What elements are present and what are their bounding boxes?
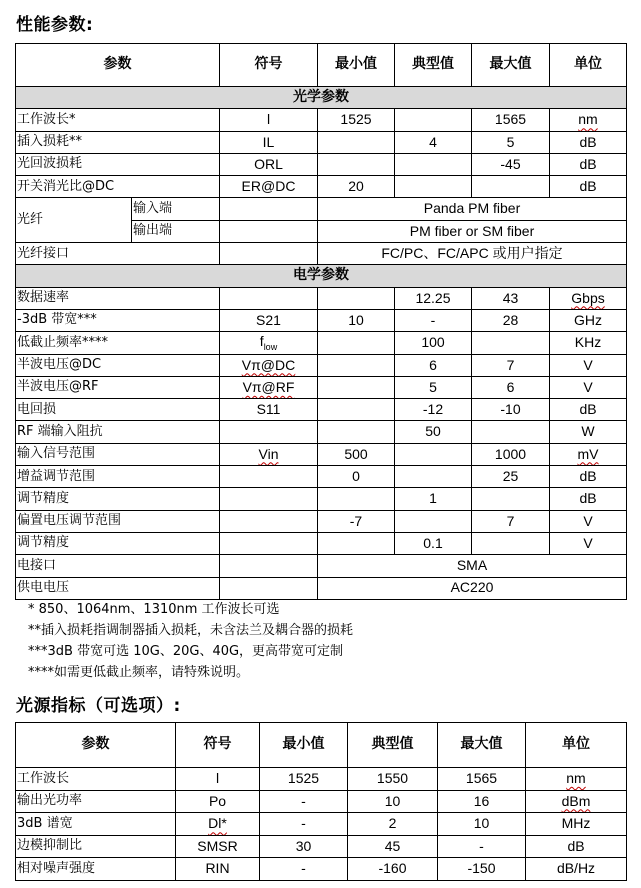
unit-text: GHz (574, 311, 602, 328)
electrical-section-row (16, 265, 627, 287)
symbol-text: l (266, 111, 271, 128)
unit-text: dB (579, 133, 597, 150)
symbol-text: SMSR (197, 837, 238, 854)
symbol-text: ER@DC (241, 178, 296, 195)
symbol-cell (220, 109, 318, 131)
optical-section-row-label: 光学参数 (16, 87, 627, 109)
unit-cell (550, 510, 627, 532)
max-cell: 16 (438, 790, 526, 813)
light-header-param: 参数 (16, 723, 176, 768)
typ-cell (395, 466, 472, 488)
typ-cell: -12 (395, 399, 472, 421)
symbol-cell (220, 399, 318, 421)
electrical-row (16, 399, 627, 421)
symbol-cell (176, 835, 260, 858)
electrical-row (16, 309, 627, 331)
typ-cell: 12.25 (395, 287, 472, 309)
header-typ: 典型值 (395, 44, 472, 87)
symbol-subscript: low (263, 341, 278, 352)
max-cell: 25 (472, 466, 550, 488)
min-cell: 1525 (260, 768, 348, 791)
fiber-input-value: Panda PM fiber (318, 198, 627, 220)
fiber-param-cell: 光纤 (16, 198, 132, 243)
light-row (16, 790, 627, 813)
param-cell: 数据速率 (16, 287, 220, 309)
unit-text: nm (566, 770, 586, 787)
unit-cell (550, 287, 627, 309)
max-cell (472, 532, 550, 554)
unit-text: KHz (574, 334, 602, 351)
unit-cell (550, 332, 627, 354)
note-insertion-loss: **插入损耗指调制器插入损耗，未含法兰及耦合器的损耗 (28, 623, 354, 638)
header-symbol: 符号 (220, 44, 318, 87)
symbol-cell (220, 287, 318, 309)
connector-row (16, 243, 627, 265)
typ-cell: -160 (348, 858, 438, 881)
max-cell: 6 (472, 376, 550, 398)
unit-text: dB (579, 490, 597, 507)
electrical-row (16, 443, 627, 465)
min-cell: 0 (318, 466, 395, 488)
param-cell: 工作波长 (16, 768, 176, 791)
param-cell: 输出光功率 (16, 790, 176, 813)
unit-cell (550, 131, 627, 153)
max-cell (472, 421, 550, 443)
max-cell: 1565 (438, 768, 526, 791)
light-header-symbol: 符号 (176, 723, 260, 768)
max-cell (472, 488, 550, 510)
typ-cell: 0.1 (395, 532, 472, 554)
max-cell: 43 (472, 287, 550, 309)
unit-cell (550, 421, 627, 443)
electrical-row (16, 421, 627, 443)
min-cell: - (260, 858, 348, 881)
symbol-cell (220, 510, 318, 532)
param-cell: RF 端输入阻抗 (16, 421, 220, 443)
symbol-cell (220, 466, 318, 488)
min-cell (318, 376, 395, 398)
unit-cell (550, 443, 627, 465)
light-row (16, 858, 627, 881)
light-header-unit: 单位 (526, 723, 627, 768)
unit-text: V (583, 534, 593, 551)
param-cell: 输入信号范围 (16, 443, 220, 465)
symbol-text: S21 (256, 311, 281, 328)
light-header-min: 最小值 (260, 723, 348, 768)
typ-cell: 6 (395, 354, 472, 376)
max-cell: 28 (472, 309, 550, 331)
min-cell (318, 332, 395, 354)
min-cell: - (260, 813, 348, 836)
electrical-row (16, 488, 627, 510)
electrical-row (16, 332, 627, 354)
max-cell: - (438, 835, 526, 858)
symbol-text: f (259, 332, 264, 349)
note-wavelength: * 850、1064nm、1310nm 工作波长可选 (28, 602, 280, 617)
min-cell (318, 153, 395, 175)
fiber-output-value: PM fiber or SM fiber (318, 220, 627, 242)
light-header-max: 最大值 (438, 723, 526, 768)
header-unit: 单位 (550, 44, 627, 87)
symbol-cell (220, 243, 318, 265)
light-header-typ: 典型值 (348, 723, 438, 768)
param-cell: 光回波损耗 (16, 153, 220, 175)
unit-cell (550, 153, 627, 175)
unit-text: dBm (561, 792, 591, 809)
symbol-text: ORL (254, 155, 283, 172)
param-cell: 半波电压@RF (16, 376, 220, 398)
symbol-cell (176, 768, 260, 791)
symbol-cell (220, 488, 318, 510)
optical-row (16, 109, 627, 131)
unit-cell (526, 768, 627, 791)
param-cell: 调节精度 (16, 532, 220, 554)
min-cell (318, 354, 395, 376)
symbol-cell (220, 532, 318, 554)
min-cell (318, 287, 395, 309)
light-row (16, 813, 627, 836)
min-cell (318, 488, 395, 510)
performance-table (15, 43, 627, 600)
symbol-text: Po (208, 792, 227, 809)
unit-cell (550, 354, 627, 376)
max-cell: 1000 (472, 443, 550, 465)
electrical-row (16, 376, 627, 398)
electrical-row (16, 532, 627, 554)
unit-text: Gbps (571, 289, 605, 306)
min-cell (318, 131, 395, 153)
electrical-row (16, 354, 627, 376)
unit-cell (550, 176, 627, 198)
typ-cell (395, 510, 472, 532)
optical-row (16, 153, 627, 175)
max-cell: 10 (438, 813, 526, 836)
electrical-row (16, 287, 627, 309)
symbol-text: Vin (258, 445, 279, 462)
unit-cell (550, 309, 627, 331)
typ-cell: 2 (348, 813, 438, 836)
fiber-output-label: 输出端 (132, 220, 220, 242)
param-cell: 边模抑制比 (16, 835, 176, 858)
typ-cell (395, 176, 472, 198)
min-cell: 20 (318, 176, 395, 198)
unit-text: W (581, 423, 595, 440)
symbol-cell (220, 376, 318, 398)
unit-text: dB (579, 401, 597, 418)
max-cell: 7 (472, 354, 550, 376)
min-cell: - (260, 790, 348, 813)
param-cell: 电回损 (16, 399, 220, 421)
electrical-span-row (16, 577, 627, 599)
typ-cell: 4 (395, 131, 472, 153)
notes-block (28, 599, 353, 683)
electrical-span-row (16, 555, 627, 577)
fiber-input-label: 输入端 (132, 198, 220, 220)
symbol-cell (220, 153, 318, 175)
symbol-cell (220, 176, 318, 198)
symbol-cell (176, 858, 260, 881)
max-cell: -10 (472, 399, 550, 421)
unit-cell (550, 466, 627, 488)
symbol-cell (176, 790, 260, 813)
symbol-text: IL (262, 133, 275, 150)
unit-cell (526, 858, 627, 881)
value-cell: FC/PC、FC/APC 或用户指定 (318, 243, 627, 265)
unit-text: mV (577, 445, 599, 462)
unit-text: MHz (561, 815, 591, 832)
max-cell: -45 (472, 153, 550, 175)
header-max: 最大值 (472, 44, 550, 87)
min-cell: 10 (318, 309, 395, 331)
max-cell: 7 (472, 510, 550, 532)
symbol-text: Dl* (208, 815, 227, 832)
typ-cell (395, 153, 472, 175)
unit-cell (550, 399, 627, 421)
symbol-cell (220, 220, 318, 242)
performance-title: 性能参数: (16, 15, 94, 35)
param-cell: 光纤接口 (16, 243, 220, 265)
max-cell: 5 (472, 131, 550, 153)
param-cell: 偏置电压调节范围 (16, 510, 220, 532)
note-bandwidth: ***3dB 带宽可选 10G、20G、40G，更高带宽可定制 (28, 644, 344, 659)
max-cell (472, 176, 550, 198)
electrical-row (16, 510, 627, 532)
min-cell: 30 (260, 835, 348, 858)
light-header-row (16, 723, 627, 768)
light-source-title: 光源指标（可选项）: (16, 696, 181, 716)
optical-row (16, 176, 627, 198)
min-cell: 500 (318, 443, 395, 465)
unit-text: V (583, 378, 593, 395)
symbol-text: S11 (256, 401, 281, 418)
unit-text: dB (567, 837, 585, 854)
typ-cell: 5 (395, 376, 472, 398)
typ-cell: 10 (348, 790, 438, 813)
symbol-cell (176, 813, 260, 836)
symbol-cell (220, 577, 318, 599)
electrical-section-row-label: 电学参数 (16, 265, 627, 287)
param-cell: 半波电压@DC (16, 354, 220, 376)
symbol-text: l (215, 770, 220, 787)
param-cell: 插入损耗** (16, 131, 220, 153)
fiber-input-row (16, 198, 627, 220)
typ-cell (395, 443, 472, 465)
typ-cell: 1550 (348, 768, 438, 791)
unit-cell (526, 790, 627, 813)
value-cell: SMA (318, 555, 627, 577)
symbol-text: RIN (205, 860, 230, 877)
light-row (16, 835, 627, 858)
symbol-cell (220, 354, 318, 376)
typ-cell: 1 (395, 488, 472, 510)
unit-text: nm (578, 111, 598, 128)
symbol-cell (220, 555, 318, 577)
symbol-text: Vπ@RF (242, 378, 295, 395)
symbol-text: Vπ@DC (241, 356, 296, 373)
value-cell: AC220 (318, 577, 627, 599)
param-cell: 工作波长* (16, 109, 220, 131)
symbol-cell (220, 198, 318, 220)
symbol-cell (220, 332, 318, 354)
min-cell: -7 (318, 510, 395, 532)
unit-text: dB (579, 155, 597, 172)
param-cell: -3dB 带宽*** (16, 309, 220, 331)
light-row (16, 768, 627, 791)
header-param: 参数 (16, 44, 220, 87)
typ-cell: 50 (395, 421, 472, 443)
param-cell: 电接口 (16, 555, 220, 577)
unit-cell (550, 488, 627, 510)
optical-section-row (16, 87, 627, 109)
max-cell (472, 332, 550, 354)
unit-cell (526, 835, 627, 858)
typ-cell: 100 (395, 332, 472, 354)
symbol-cell (220, 421, 318, 443)
note-cutoff: ****如需更低截止频率，请特殊说明。 (28, 665, 250, 680)
unit-text: dB/Hz (556, 860, 596, 877)
param-cell: 低截止频率**** (16, 332, 220, 354)
param-cell: 开关消光比@DC (16, 176, 220, 198)
unit-cell (526, 813, 627, 836)
typ-cell: - (395, 309, 472, 331)
unit-text: dB (579, 178, 597, 195)
header-min: 最小值 (318, 44, 395, 87)
symbol-cell (220, 443, 318, 465)
min-cell (318, 532, 395, 554)
optical-row (16, 131, 627, 153)
symbol-cell (220, 131, 318, 153)
symbol-cell (220, 309, 318, 331)
min-cell (318, 399, 395, 421)
typ-cell (395, 109, 472, 131)
param-cell: 调节精度 (16, 488, 220, 510)
unit-cell (550, 532, 627, 554)
param-cell: 供电电压 (16, 577, 220, 599)
unit-text: V (583, 356, 593, 373)
min-cell: 1525 (318, 109, 395, 131)
unit-cell (550, 109, 627, 131)
max-cell: 1565 (472, 109, 550, 131)
min-cell (318, 421, 395, 443)
typ-cell: 45 (348, 835, 438, 858)
max-cell: -150 (438, 858, 526, 881)
unit-text: V (583, 512, 593, 529)
unit-text: dB (579, 468, 597, 484)
unit-cell (550, 376, 627, 398)
performance-header-row (16, 44, 627, 87)
electrical-row (16, 466, 627, 488)
param-cell: 增益调节范围 (16, 466, 220, 488)
light-source-table (15, 722, 627, 881)
param-cell: 相对噪声强度 (16, 858, 176, 881)
param-cell: 3dB 谱宽 (16, 813, 176, 836)
